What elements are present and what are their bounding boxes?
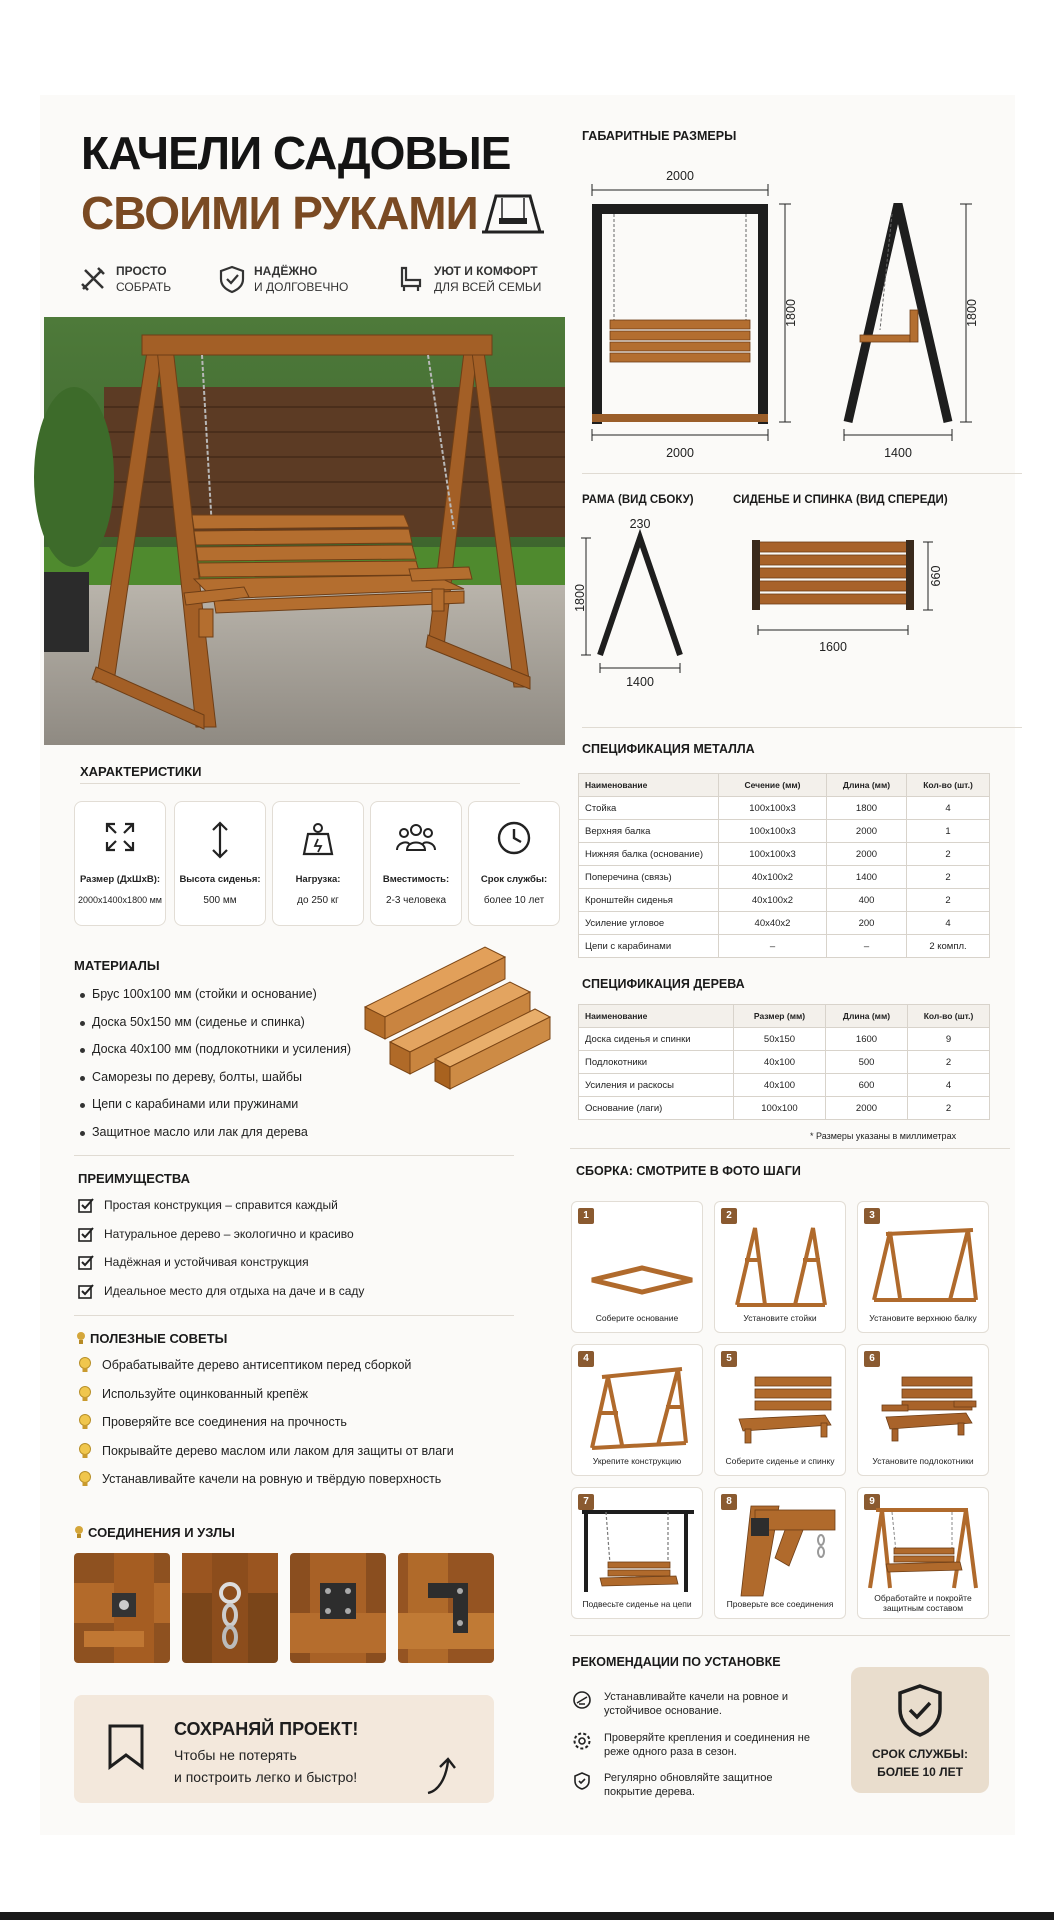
frame-height-dim: 1800 (573, 584, 587, 612)
advantages-list (78, 1191, 364, 1305)
joint-photo-1 (74, 1553, 170, 1663)
tools-icon (78, 264, 108, 294)
materials-list (80, 981, 410, 1146)
list-item: Доска 50x150 мм (сиденье и спинка) (80, 1009, 410, 1037)
swing-photo (44, 317, 565, 745)
table-header-row: Наименование Сечение (мм) Длина (мм) Кол-во (шт.) (579, 774, 990, 797)
lightbulb-icon (78, 1470, 92, 1488)
advantages-title: ПРЕИМУЩЕСТВА (78, 1171, 190, 1186)
seat-front-title: СИДЕНЬЕ И СПИНКА (ВИД СПЕРЕДИ) (733, 494, 948, 506)
table-row: Усиления и раскосы 40x100 600 4 (579, 1074, 990, 1097)
metal-spec-table (578, 773, 990, 958)
feature-reliable: НАДЁЖНО И ДОЛГОВЕЧНО (218, 263, 348, 295)
save-line2: и построить легко и быстро! (174, 1769, 358, 1785)
step-illustration (582, 1506, 694, 1596)
divider (74, 1155, 514, 1156)
step-illustration (582, 1220, 694, 1310)
table-header-row: Наименование Размер (мм) Длина (мм) Кол-во (шт.) (579, 1005, 990, 1028)
people-icon (396, 820, 436, 856)
step-illustration (725, 1220, 837, 1310)
list-item: Регулярно обновляйте защитное покрытие дерева. (572, 1771, 822, 1800)
front-bottom-dim: 2000 (666, 446, 694, 460)
assembly-step-9: 9 Обработайте и покройте защитным составом (857, 1487, 989, 1619)
step-illustration (868, 1506, 980, 1596)
metal-spec-title: СПЕЦИФИКАЦИЯ МЕТАЛЛА (582, 742, 755, 756)
list-item: Цепи с карабинами или пружинами (80, 1091, 410, 1119)
size-note: * Размеры указаны в миллиметрах (810, 1131, 957, 1141)
list-item: Проверяйте крепления и соединения не реже одного раза в сезон. (572, 1731, 822, 1760)
shield-icon (572, 1771, 592, 1791)
table-row: Поперечина (связь) 40x100x2 1400 2 (579, 866, 990, 889)
save-line1: Чтобы не потерять (174, 1747, 297, 1763)
feature-comfort: УЮТ И КОМФОРТ ДЛЯ ВСЕЙ СЕМЬИ (396, 263, 541, 295)
save-title: СОХРАНЯЙ ПРОЕКТ! (174, 1719, 359, 1739)
table-row: Стойка 100x100x3 1800 4 (579, 797, 990, 820)
frame-seat-drawing (573, 510, 1020, 690)
frame-top-dim: 230 (629, 517, 651, 531)
step-illustration (868, 1363, 980, 1453)
char-card-size: Размер (ДхШхВ): 2000x1400x1800 мм (74, 801, 166, 926)
step-illustration (868, 1220, 980, 1310)
frame-bottom-dim: 1400 (626, 675, 654, 689)
lightbulb-icon (78, 1385, 92, 1403)
level-icon (572, 1690, 592, 1710)
clock-icon (496, 820, 532, 856)
table-row: Усиление угловое 40x40x2 200 4 (579, 912, 990, 935)
side-bottom-dim: 1400 (884, 446, 912, 460)
table-row: Доска сиденья и спинки 50x150 1600 9 (579, 1028, 990, 1051)
list-item: Брус 100x100 мм (стойки и основание) (80, 981, 410, 1009)
expand-icon (103, 820, 137, 854)
wood-spec-title: СПЕЦИФИКАЦИЯ ДЕРЕВА (582, 977, 745, 991)
assembly-step-4: 4 Укрепите конструкцию (571, 1344, 703, 1476)
divider (582, 727, 1022, 728)
list-item: Доска 40x100 мм (подлокотники и усиления) (80, 1036, 410, 1064)
list-item: Используйте оцинкованный крепёж (78, 1380, 454, 1409)
dimensions-drawing (580, 160, 1010, 480)
lumber-stack-image (365, 947, 550, 1092)
arrow-up-right-icon (424, 1753, 464, 1797)
char-card-seat-height: Высота сиденья: 500 мм (174, 801, 266, 926)
swing-outline-icon (480, 192, 545, 234)
divider (570, 1148, 1010, 1149)
list-item: Устанавливайте качели на ровную и твёрдую поверхность (78, 1465, 454, 1494)
seat-width-dim: 1600 (819, 640, 847, 654)
list-item: Защитное масло или лак для дерева (80, 1119, 410, 1147)
lightbulb-icon (78, 1356, 92, 1374)
height-arrow-icon (203, 820, 237, 860)
title-line1: КАЧЕЛИ САДОВЫЕ (81, 127, 511, 179)
feature-easy: ПРОСТО СОБРАТЬ (78, 263, 171, 295)
table-row: Основание (лаги) 100x100 2000 2 (579, 1097, 990, 1120)
wood-spec-table (578, 1004, 990, 1120)
list-item: Устанавливайте качели на ровное и устойчивое основание. (572, 1690, 822, 1719)
tips-list (78, 1351, 454, 1494)
characteristics-title: ХАРАКТЕРИСТИКИ (80, 764, 202, 779)
title-line2: СВОИМИ РУКАМИ (81, 187, 478, 239)
checkbox-icon (78, 1226, 94, 1242)
tips-title: ПОЛЕЗНЫЕ СОВЕТЫ (90, 1330, 228, 1346)
step-illustration (582, 1363, 694, 1453)
char-card-lifetime: Срок службы: более 10 лет (468, 801, 560, 926)
assembly-title: СБОРКА: СМОТРИТЕ В ФОТО ШАГИ (576, 1164, 801, 1178)
list-item: Саморезы по дереву, болты, шайбы (80, 1064, 410, 1092)
joint-photo-3 (290, 1553, 386, 1663)
recommendations-list (572, 1690, 822, 1812)
divider (570, 1635, 1010, 1636)
checkbox-icon (78, 1283, 94, 1299)
seat-height-dim: 660 (929, 565, 943, 587)
table-row: Нижняя балка (основание) 100x100x3 2000 2 (579, 843, 990, 866)
list-item: Натуральное дерево – экологично и красиво (78, 1220, 364, 1249)
assembly-step-3: 3 Установите верхнюю балку (857, 1201, 989, 1333)
list-item: Надёжная и устойчивая конструкция (78, 1248, 364, 1277)
table-row: Подлокотники 40x100 500 2 (579, 1051, 990, 1074)
recommendations-title: РЕКОМЕНДАЦИИ ПО УСТАНОВКЕ (572, 1655, 781, 1669)
front-height-dim: 1800 (784, 299, 798, 327)
list-item: Обрабатывайте дерево антисептиком перед сборкой (78, 1351, 454, 1380)
assembly-step-2: 2 Установите стойки (714, 1201, 846, 1333)
checkbox-icon (78, 1254, 94, 1270)
joint-photo-4 (398, 1553, 494, 1663)
list-item: Покрывайте дерево маслом или лаком для защиты от влаги (78, 1437, 454, 1466)
divider (74, 1315, 514, 1316)
lightbulb-icon (74, 1525, 84, 1539)
list-item: Идеальное место для отдыха на даче и в саду (78, 1277, 364, 1306)
tips-header (76, 1331, 227, 1345)
gear-icon (572, 1731, 592, 1751)
weight-icon (301, 820, 335, 858)
divider (582, 473, 1022, 474)
char-card-capacity: Вместимость: 2-3 человека (370, 801, 462, 926)
bookmark-icon (106, 1723, 146, 1771)
assembly-step-5: 5 Соберите сиденье и спинку (714, 1344, 846, 1476)
save-project-card (74, 1695, 494, 1803)
armchair-icon (396, 264, 426, 294)
shield-check-icon (218, 264, 246, 294)
joints-header (74, 1525, 235, 1539)
bottom-bar (0, 1912, 1054, 1920)
assembly-step-7: 7 Подвесьте сиденье на цепи (571, 1487, 703, 1619)
joint-photo-2 (182, 1553, 278, 1663)
assembly-step-1: 1 Соберите основание (571, 1201, 703, 1333)
char-card-load: Нагрузка: до 250 кг (272, 801, 364, 926)
divider (80, 783, 520, 784)
front-top-dim: 2000 (666, 169, 694, 183)
list-item: Простая конструкция – справится каждый (78, 1191, 364, 1220)
checkbox-icon (78, 1197, 94, 1213)
shield-check-icon (895, 1683, 945, 1739)
step-illustration (725, 1506, 837, 1596)
list-item: Проверяйте все соединения на прочность (78, 1408, 454, 1437)
frame-side-title: РАМА (ВИД СБОКУ) (582, 494, 694, 506)
table-row: Кронштейн сиденья 40x100x2 400 2 (579, 889, 990, 912)
lightbulb-icon (76, 1331, 86, 1345)
table-row: Верхняя балка 100x100x3 2000 1 (579, 820, 990, 843)
lightbulb-icon (78, 1442, 92, 1460)
service-life-badge: СРОК СЛУЖБЫ: БОЛЕЕ 10 ЛЕТ (851, 1667, 989, 1793)
materials-title: МАТЕРИАЛЫ (74, 958, 160, 973)
assembly-step-8: 8 Проверьте все соединения (714, 1487, 846, 1619)
dimensions-title: ГАБАРИТНЫЕ РАЗМЕРЫ (582, 129, 737, 143)
lightbulb-icon (78, 1413, 92, 1431)
joints-title: СОЕДИНЕНИЯ И УЗЛЫ (88, 1524, 235, 1540)
assembly-step-6: 6 Установите подлокотники (857, 1344, 989, 1476)
side-height-dim: 1800 (965, 299, 979, 327)
infographic-page (40, 95, 1015, 1835)
step-illustration (725, 1363, 837, 1453)
table-row: Цепи с карабинами – – 2 компл. (579, 935, 990, 958)
